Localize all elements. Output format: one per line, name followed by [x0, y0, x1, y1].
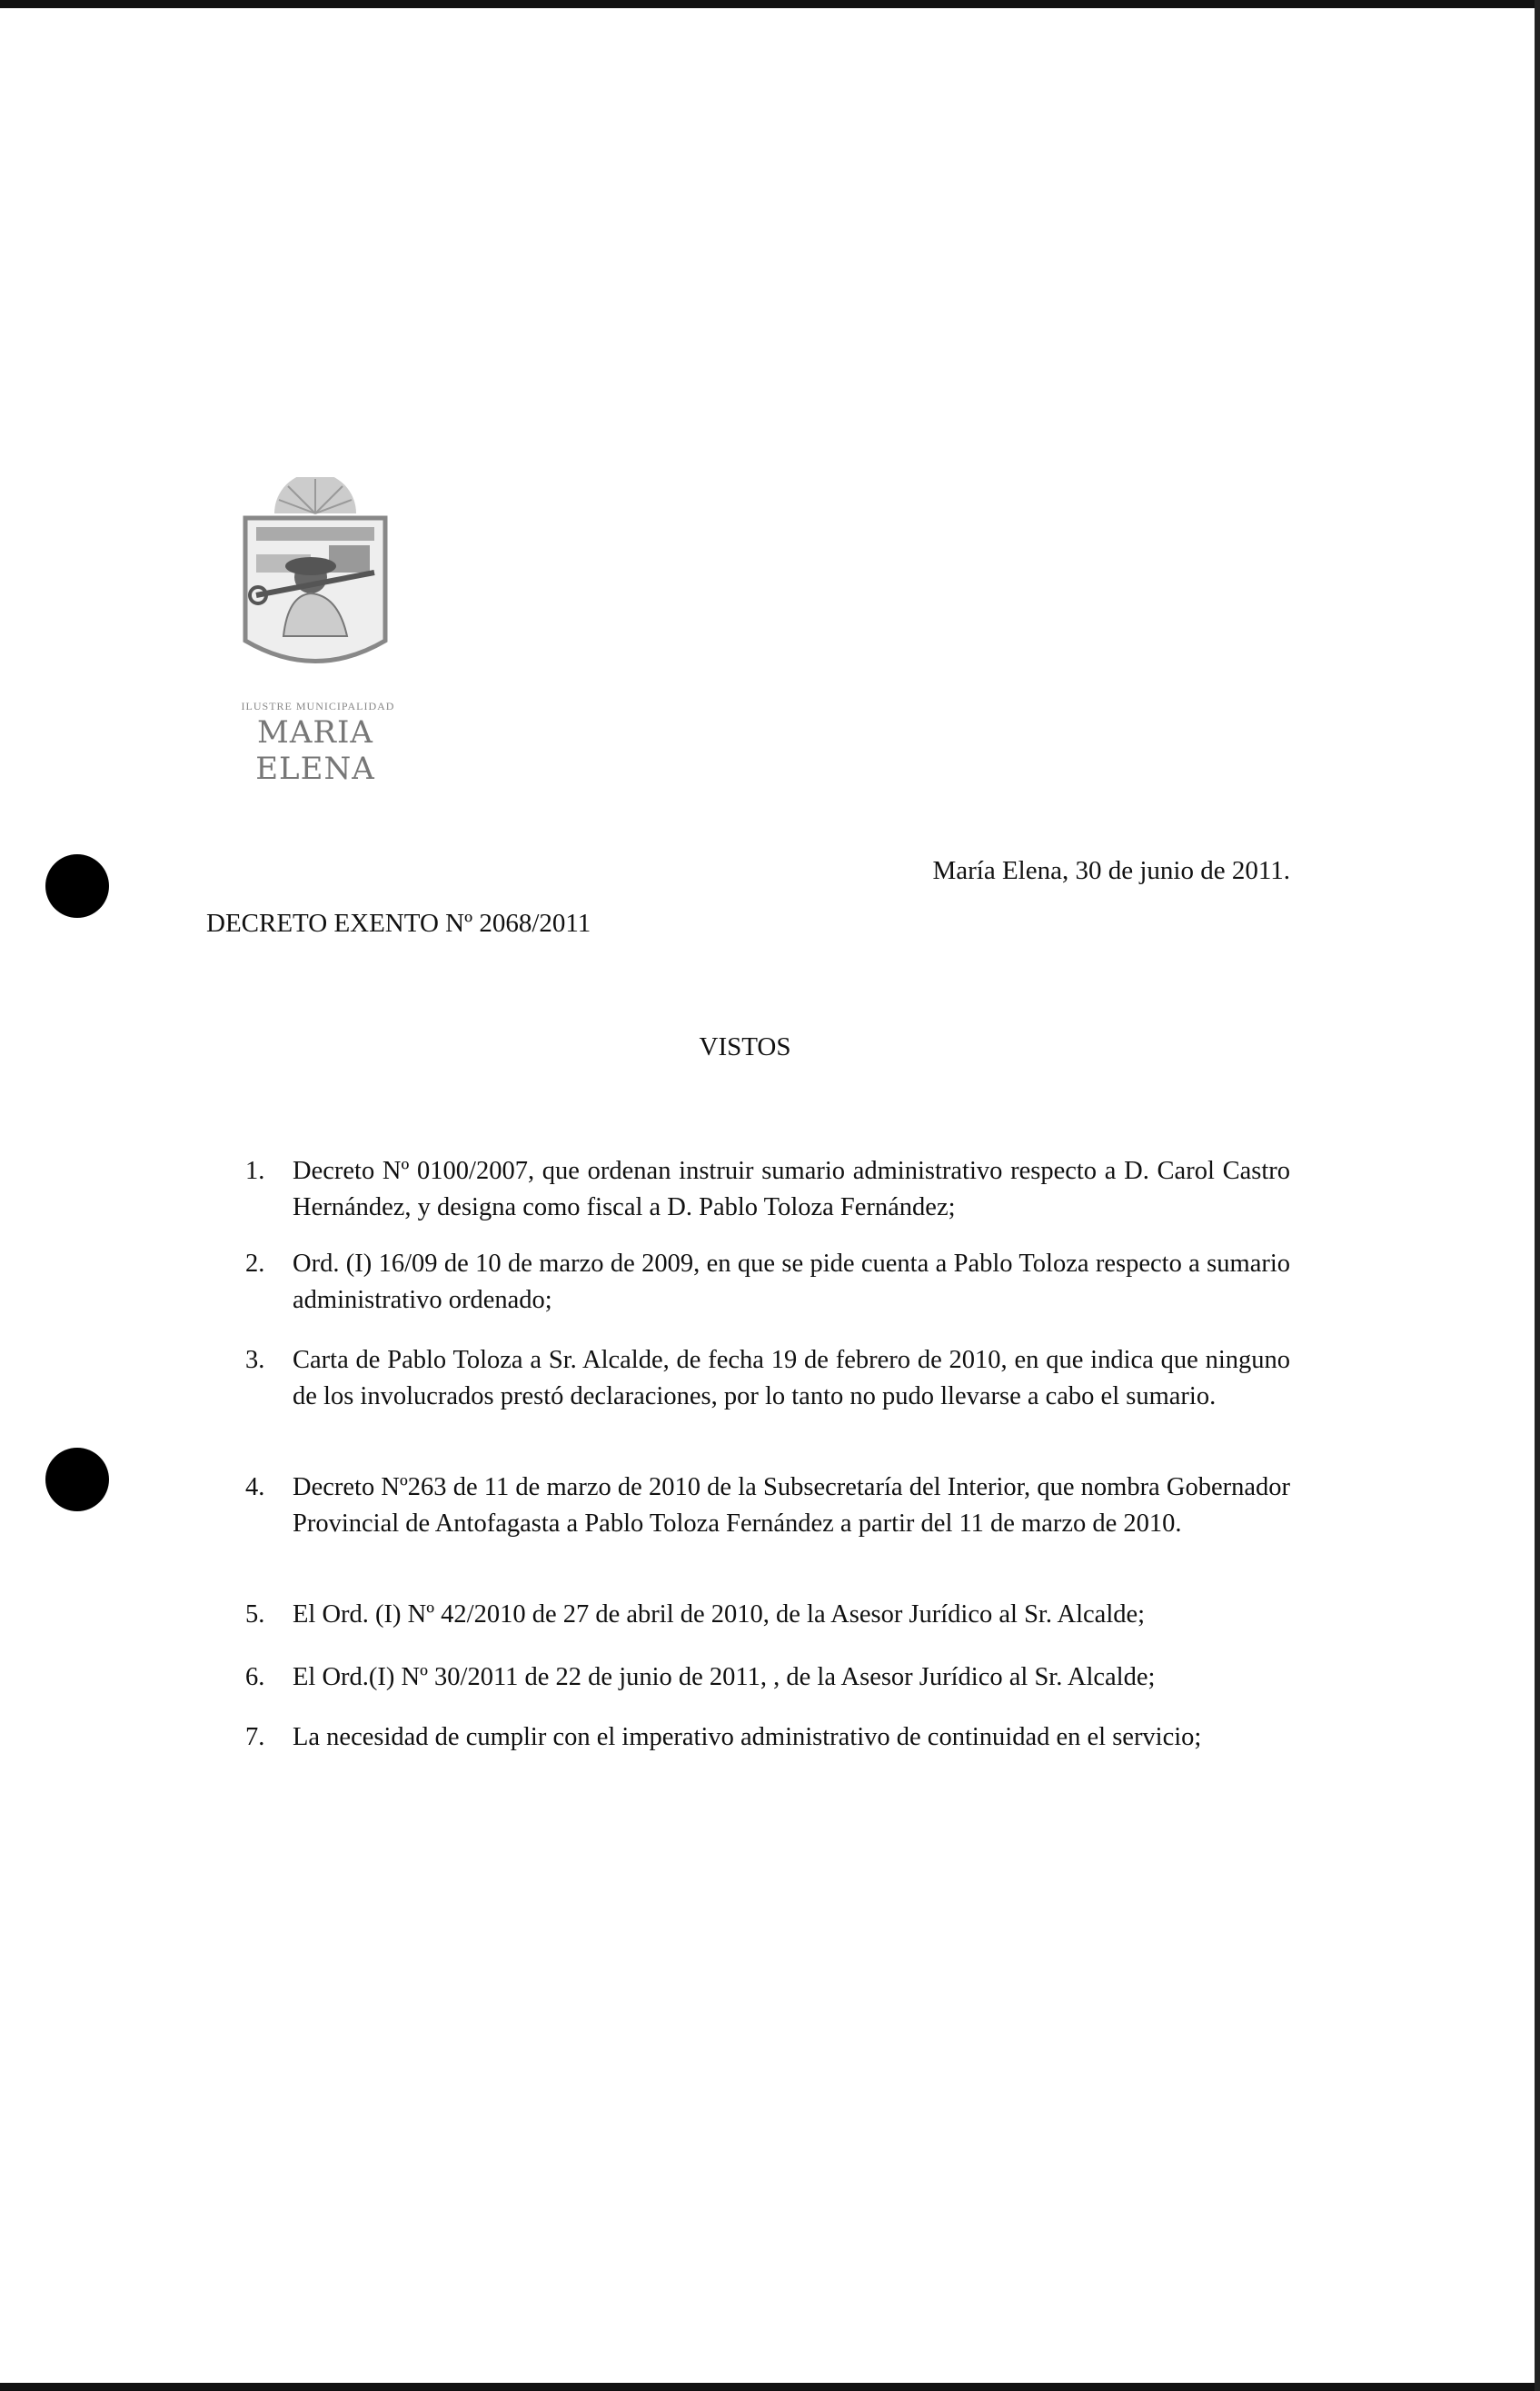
- logo-subtitle: ILUSTRE MUNICIPALIDAD: [241, 700, 395, 712]
- list-item: [245, 1597, 1290, 1633]
- document-date: María Elena, 30 de junio de 2011.: [932, 856, 1290, 885]
- item-number: 7.: [245, 1723, 265, 1751]
- item-number: 2.: [245, 1250, 265, 1278]
- list-item: [245, 1469, 1290, 1542]
- scan-border-right: [1535, 0, 1540, 2391]
- list-item: [245, 1246, 1290, 1319]
- list-item: [245, 1153, 1290, 1226]
- item-number: 5.: [245, 1600, 265, 1629]
- list-item: [245, 1659, 1290, 1696]
- list-item: [245, 1342, 1290, 1415]
- decree-title: DECRETO EXENTO Nº 2068/2011: [206, 909, 591, 938]
- item-number: 3.: [245, 1346, 265, 1374]
- item-text: Decreto Nº263 de 11 de marzo de 2010 de la Subsecretaría del Interior, que nombra Gobernador Provincial de Antofagasta a Pablo Toloza Fernández a partir del 11 de marzo de 2010.: [293, 1473, 1290, 1538]
- item-text: El Ord. (I) Nº 42/2010 de 27 de abril de 2010, de la Asesor Jurídico al Sr. Alcalde;: [293, 1600, 1146, 1629]
- item-text: Carta de Pablo Toloza a Sr. Alcalde, de fecha 19 de febrero de 2010, en que indica que ninguno de los involucrados prestó declaraciones, por lo tanto no pudo llevarse a cabo el sumario.: [293, 1346, 1290, 1410]
- scan-border-bottom: [0, 2383, 1540, 2391]
- item-text: La necesidad de cumplir con el imperativo administrativo de continuidad en el servicio;: [293, 1723, 1202, 1751]
- item-text: El Ord.(I) Nº 30/2011 de 22 de junio de 2011, , de la Asesor Jurídico al Sr. Alcalde;: [293, 1663, 1156, 1691]
- item-number: 6.: [245, 1663, 265, 1691]
- scan-border-top: [0, 0, 1540, 8]
- list-item: [245, 1719, 1290, 1756]
- punch-hole: [45, 854, 109, 918]
- municipality-coat-of-arms-logo: [238, 477, 392, 677]
- section-heading: VISTOS: [699, 1032, 791, 1061]
- item-text: Ord. (I) 16/09 de 10 de marzo de 2009, en que se pide cuenta a Pablo Toloza respecto a sumario administrativo ordenado;: [293, 1250, 1290, 1314]
- item-text: Decreto Nº 0100/2007, que ordenan instruir sumario administrativo respecto a D. Carol Castro Hernández, y designa como fiscal a D. Pablo Toloza Fernández;: [293, 1157, 1290, 1221]
- item-number: 4.: [245, 1473, 265, 1501]
- punch-hole: [45, 1448, 109, 1511]
- item-number: 1.: [245, 1157, 265, 1185]
- logo-name: MARIA ELENA: [255, 714, 375, 787]
